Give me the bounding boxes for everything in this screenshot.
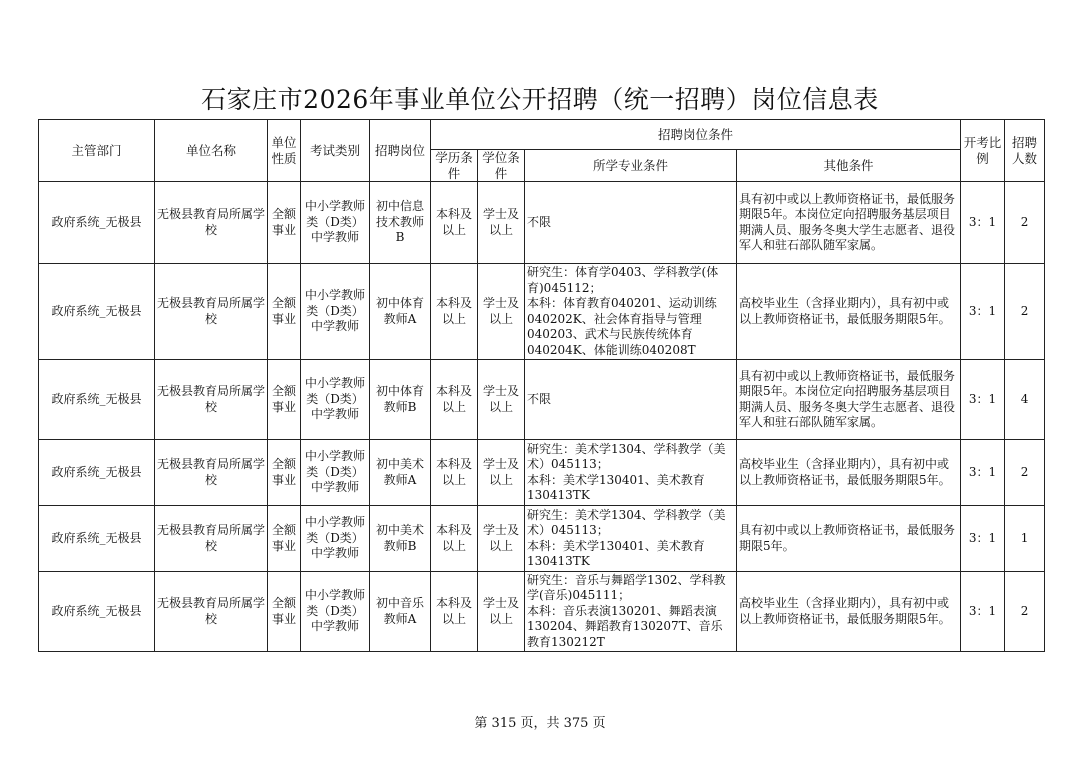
cell-major (525, 182, 737, 264)
header-unit: 单位名称 (155, 120, 268, 182)
cell-degree: 学士及以上 (478, 440, 525, 506)
major-line: 本科：美术学130401、美术教育130413TK (527, 472, 705, 502)
table-row (39, 440, 1045, 506)
cell-dept: 政府系统_无极县 (39, 572, 155, 652)
header-count: 招聘人数 (1005, 120, 1045, 182)
header-ratio: 开考比例 (961, 120, 1005, 182)
table-row (39, 506, 1045, 572)
job-info-table (38, 119, 1045, 652)
header-major: 所学专业条件 (525, 150, 737, 182)
cell-degree: 学士及以上 (478, 264, 525, 360)
table-row (39, 264, 1045, 360)
cell-nature: 全额事业 (268, 440, 301, 506)
header-edu: 学历条件 (431, 150, 478, 182)
cell-count: 2 (1005, 572, 1045, 652)
table-body (39, 182, 1045, 652)
cell-exam: 中小学教师类（D类）中学教师 (301, 440, 370, 506)
header-post: 招聘岗位 (370, 120, 431, 182)
cell-nature: 全额事业 (268, 572, 301, 652)
major-line: 研究生：体育学0403、学科教学(体育)045112； (527, 265, 719, 295)
cell-unit: 无极县教育局所属学校 (155, 572, 268, 652)
major-line: 不限 (527, 391, 552, 406)
cell-major (525, 440, 737, 506)
major-line: 研究生：音乐与舞蹈学1302、学科教学(音乐)045111； (527, 572, 726, 603)
cell-nature: 全额事业 (268, 182, 301, 264)
major-line: 本科：音乐表演130201、舞蹈表演130204、舞蹈教育130207T、音乐教育130212T (527, 603, 723, 649)
cell-major (525, 360, 737, 440)
cell-nature: 全额事业 (268, 264, 301, 360)
cell-unit: 无极县教育局所属学校 (155, 182, 268, 264)
major-line: 本科：美术学130401、美术教育130413TK (527, 538, 705, 568)
cell-ratio: 3：1 (961, 506, 1005, 572)
header-degree: 学位条件 (478, 150, 525, 182)
header-conditions: 招聘岗位条件 (431, 120, 961, 150)
major-line: 不限 (527, 214, 552, 229)
cell-other: 高校毕业生（含择业期内），具有初中或以上教师资格证书，最低服务期限5年。 (737, 440, 961, 506)
cell-major (525, 264, 737, 360)
cell-exam: 中小学教师类（D类）中学教师 (301, 506, 370, 572)
cell-nature: 全额事业 (268, 506, 301, 572)
cell-count: 4 (1005, 360, 1045, 440)
cell-unit: 无极县教育局所属学校 (155, 360, 268, 440)
cell-major (525, 506, 737, 572)
header-other: 其他条件 (737, 150, 961, 182)
cell-unit: 无极县教育局所属学校 (155, 506, 268, 572)
cell-exam: 中小学教师类（D类）中学教师 (301, 360, 370, 440)
cell-exam: 中小学教师类（D类）中学教师 (301, 182, 370, 264)
cell-degree: 学士及以上 (478, 572, 525, 652)
cell-edu: 本科及以上 (431, 572, 478, 652)
cell-other: 具有初中或以上教师资格证书，最低服务期限5年。本岗位定向招聘服务基层项目期满人员、服务冬奥大学生志愿者、退役军人和驻石部队随军家属。 (737, 360, 961, 440)
cell-dept: 政府系统_无极县 (39, 506, 155, 572)
major-line: 研究生：美术学1304、学科教学（美术）045113； (527, 507, 726, 537)
cell-major (525, 572, 737, 652)
cell-edu: 本科及以上 (431, 182, 478, 264)
table-row (39, 572, 1045, 652)
cell-ratio: 3：1 (961, 182, 1005, 264)
cell-ratio: 3：1 (961, 264, 1005, 360)
cell-post: 初中体育教师B (370, 360, 431, 440)
cell-unit: 无极县教育局所属学校 (155, 264, 268, 360)
cell-nature: 全额事业 (268, 360, 301, 440)
cell-exam: 中小学教师类（D类）中学教师 (301, 572, 370, 652)
cell-degree: 学士及以上 (478, 360, 525, 440)
cell-edu: 本科及以上 (431, 440, 478, 506)
cell-exam: 中小学教师类（D类）中学教师 (301, 264, 370, 360)
cell-post: 初中美术教师A (370, 440, 431, 506)
cell-dept: 政府系统_无极县 (39, 264, 155, 360)
major-line: 研究生：美术学1304、学科教学（美术）045113； (527, 441, 726, 471)
cell-ratio: 3：1 (961, 572, 1005, 652)
table-row (39, 182, 1045, 264)
major-line: 本科：体育教育040201、运动训练040202K、社会体育指导与管理040203、武术与民族传统体育040204K、体能训练040208T (527, 296, 717, 357)
cell-dept: 政府系统_无极县 (39, 360, 155, 440)
cell-edu: 本科及以上 (431, 506, 478, 572)
document-title: 石家庄市2026年事业单位公开招聘（统一招聘）岗位信息表 (201, 85, 879, 114)
cell-other: 具有初中或以上教师资格证书，最低服务期限5年。本岗位定向招聘服务基层项目期满人员、服务冬奥大学生志愿者、退役军人和驻石部队随军家属。 (737, 182, 961, 264)
cell-edu: 本科及以上 (431, 360, 478, 440)
cell-other: 具有初中或以上教师资格证书，最低服务期限5年。 (737, 506, 961, 572)
cell-edu: 本科及以上 (431, 264, 478, 360)
cell-unit: 无极县教育局所属学校 (155, 440, 268, 506)
cell-dept: 政府系统_无极县 (39, 182, 155, 264)
cell-post: 初中音乐教师A (370, 572, 431, 652)
cell-post: 初中信息技术教师B (370, 182, 431, 264)
cell-ratio: 3：1 (961, 440, 1005, 506)
header-nature: 单位性质 (268, 120, 301, 182)
header-dept: 主管部门 (39, 120, 155, 182)
cell-count: 2 (1005, 182, 1045, 264)
cell-count: 2 (1005, 440, 1045, 506)
cell-post: 初中体育教师A (370, 264, 431, 360)
cell-other: 高校毕业生（含择业期内），具有初中或以上教师资格证书，最低服务期限5年。 (737, 572, 961, 652)
cell-other: 高校毕业生（含择业期内），具有初中或以上教师资格证书，最低服务期限5年。 (737, 264, 961, 360)
cell-degree: 学士及以上 (478, 182, 525, 264)
table-row (39, 360, 1045, 440)
cell-post: 初中美术教师B (370, 506, 431, 572)
cell-dept: 政府系统_无极县 (39, 440, 155, 506)
cell-count: 2 (1005, 264, 1045, 360)
header-exam: 考试类别 (301, 120, 370, 182)
cell-ratio: 3：1 (961, 360, 1005, 440)
cell-degree: 学士及以上 (478, 506, 525, 572)
cell-count: 1 (1005, 506, 1045, 572)
page-footer: 第 315 页，共 375 页 (474, 716, 606, 731)
